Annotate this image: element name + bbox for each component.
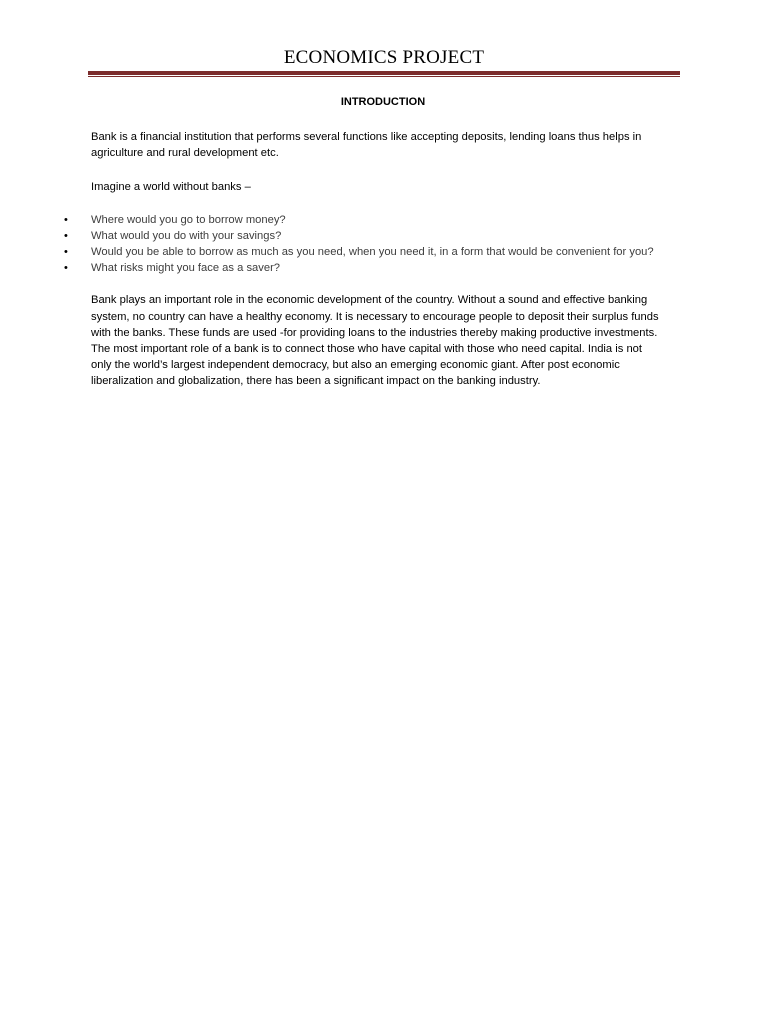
bullet-icon: •	[64, 262, 68, 275]
list-item-text: What would you do with your savings?	[91, 229, 282, 242]
intro-paragraph: Bank is a financial institution that performs several functions like accepting deposits, lending loans thus helps in agriculture and rural development etc.	[91, 131, 642, 160]
bullet-icon: •	[64, 213, 68, 226]
banking-role-paragraph	[91, 292, 683, 389]
question-list	[64, 212, 683, 277]
bullet-icon: •	[64, 229, 68, 242]
list-item	[64, 260, 683, 276]
list-item-text: Would you be able to borrow as much as you need, when you need it, in a form that would be convenient for you?	[91, 246, 654, 259]
paragraph-line: Bank plays an important role in the economic development of the country. Without a sound and effective banking	[91, 294, 648, 307]
list-item	[64, 244, 683, 260]
paragraph-line: system, no country can have a healthy economy. It is necessary to encourage people to deposit their surplus funds	[91, 310, 659, 323]
document-body	[64, 95, 683, 390]
list-item-text: What risks might you face as a saver?	[91, 262, 281, 275]
imagine-line: Imagine a world without banks –	[91, 181, 251, 194]
list-item	[64, 228, 683, 244]
paragraph-line: only the world’s largest independent democracy, but also an emerging economic giant. After post economic	[91, 359, 620, 372]
bullet-icon: •	[64, 246, 68, 259]
list-item	[64, 212, 683, 228]
header-divider	[88, 71, 680, 77]
paragraph-line: The most important role of a bank is to connect those who have capital with those who need capital. India is not	[91, 343, 642, 356]
page-title: ECONOMICS PROJECT	[283, 47, 485, 68]
paragraph-line: with the banks. These funds are used -for providing loans to the industries thereby making productive investments.	[91, 326, 658, 339]
list-item-text: Where would you go to borrow money?	[91, 213, 286, 226]
page-header	[88, 44, 680, 72]
paragraph-line: liberalization and globalization, there has been a significant impact on the banking industry.	[91, 375, 541, 388]
header-divider-thin	[88, 76, 680, 77]
section-heading: INTRODUCTION	[340, 96, 426, 108]
